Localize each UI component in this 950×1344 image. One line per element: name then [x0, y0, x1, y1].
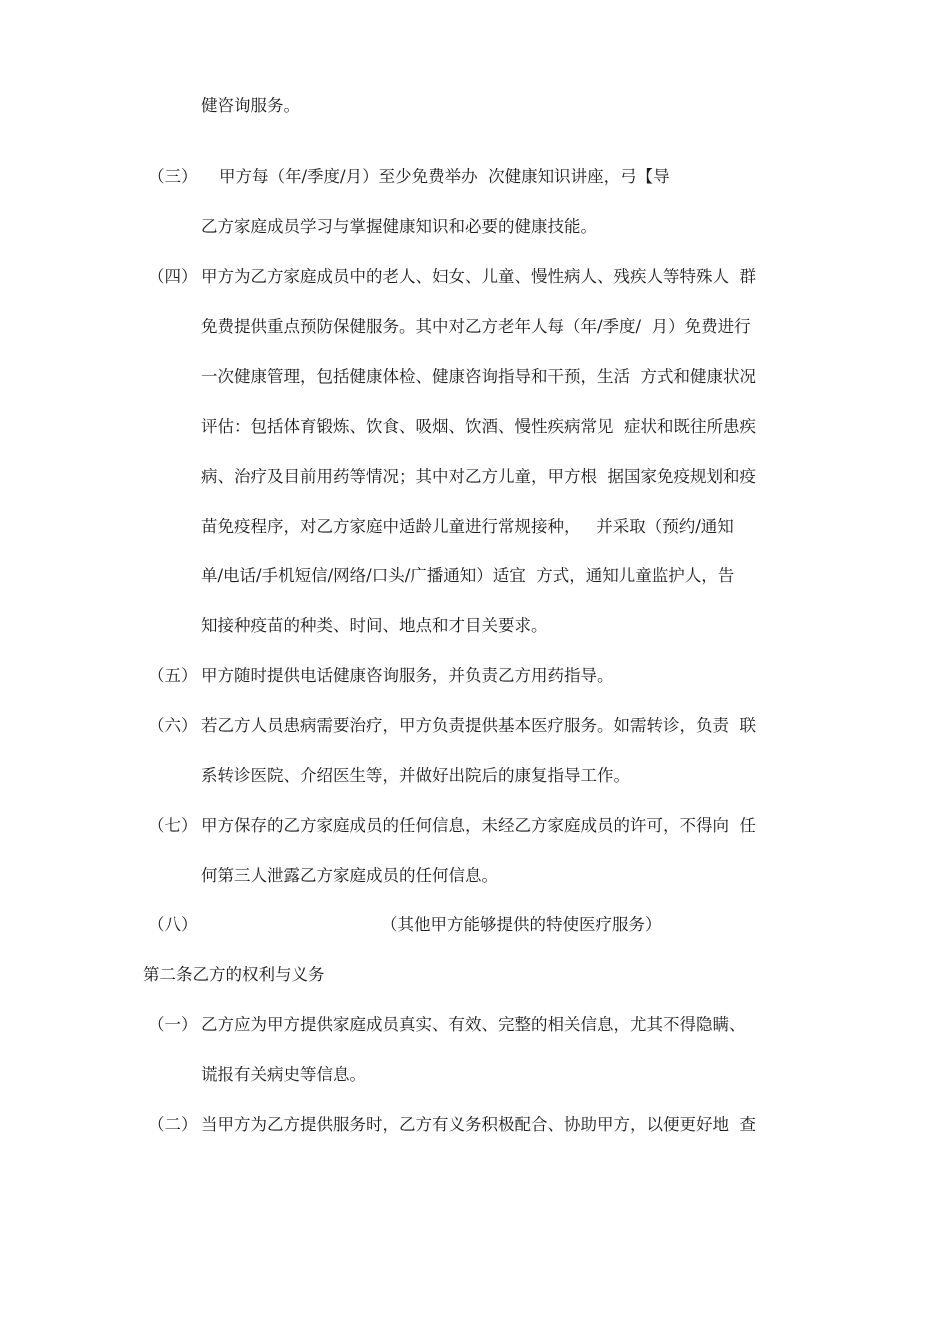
- text-line: 一次健康管理，包括健康体检、健康咨询指导和干预，生活 方式和健康状况: [201, 367, 756, 386]
- item-marker-2-2: （二）: [148, 1115, 198, 1134]
- text-line: 当甲方为乙方提供服务时，乙方有义务积极配合、协助甲方，以便更好地 查: [201, 1115, 756, 1134]
- section-heading: 第二条乙方的权利与义务: [143, 965, 325, 984]
- text-line: 系转诊医院、介绍医生等，并做好出院后的康复指导工作。: [201, 766, 630, 785]
- text-line: 甲方随时提供电话健康咨询服务，并负责乙方用药指导。: [201, 666, 614, 685]
- item-marker-7: （七）: [148, 816, 198, 835]
- text-line: 免费提供重点预防保健服务。其中对乙方老年人每（年/季度/ 月）免费进行: [201, 317, 751, 336]
- text-line: 甲方为乙方家庭成员中的老人、妇女、儿童、慢性病人、残疾人等特殊人 群: [201, 267, 756, 286]
- item-marker-3: （三）: [148, 167, 198, 186]
- text-line: 何第三人泄露乙方家庭成员的任何信息。: [201, 866, 498, 885]
- item-marker-4: （四）: [148, 267, 198, 286]
- item-marker-2-1: （一）: [148, 1015, 198, 1034]
- text-line: 知接种疫苗的种类、时间、地点和才目关要求。: [201, 616, 548, 635]
- text-line: 苗免疫程序，对乙方家庭中适龄儿童进行常规接种， 并采取（预约/通知: [201, 517, 734, 536]
- text-line: 甲方保存的乙方家庭成员的任何信息，未经乙方家庭成员的许可，不得向 任: [201, 816, 756, 835]
- item-marker-8: （八）: [148, 915, 198, 934]
- text-line: （其他甲方能够提供的特使医疗服务）: [381, 915, 662, 934]
- text-line: 乙方应为甲方提供家庭成员真实、有效、完整的相关信息，尤其不得隐瞒、: [201, 1015, 746, 1034]
- text-line: 评估：包括体育锻炼、饮食、吸烟、饮酒、慢性疾病常见 症状和既往所患疾: [201, 417, 756, 436]
- text-line: 甲方每（年/季度/月）至少免费举办 次健康知识讲座，弓【导: [219, 167, 670, 186]
- text-line: 单/电话/手机短信/网络/口头/广播通知）适宜 方式，通知儿童监护人，告: [201, 566, 735, 585]
- text-line: 健咨询服务。: [201, 96, 300, 115]
- text-line: 若乙方人员患病需要治疗，甲方负责提供基本医疗服务。如需转诊，负责 联: [201, 716, 756, 735]
- item-marker-6: （六）: [148, 716, 198, 735]
- text-line: 乙方家庭成员学习与掌握健康知识和必要的健康技能。: [201, 217, 597, 236]
- text-line: 病、治疗及目前用药等情况；其中对乙方儿童，甲方根 据国家免疫规划和疫: [201, 467, 756, 486]
- text-line: 谎报有关病史等信息。: [201, 1065, 366, 1084]
- item-marker-5: （五）: [148, 666, 198, 685]
